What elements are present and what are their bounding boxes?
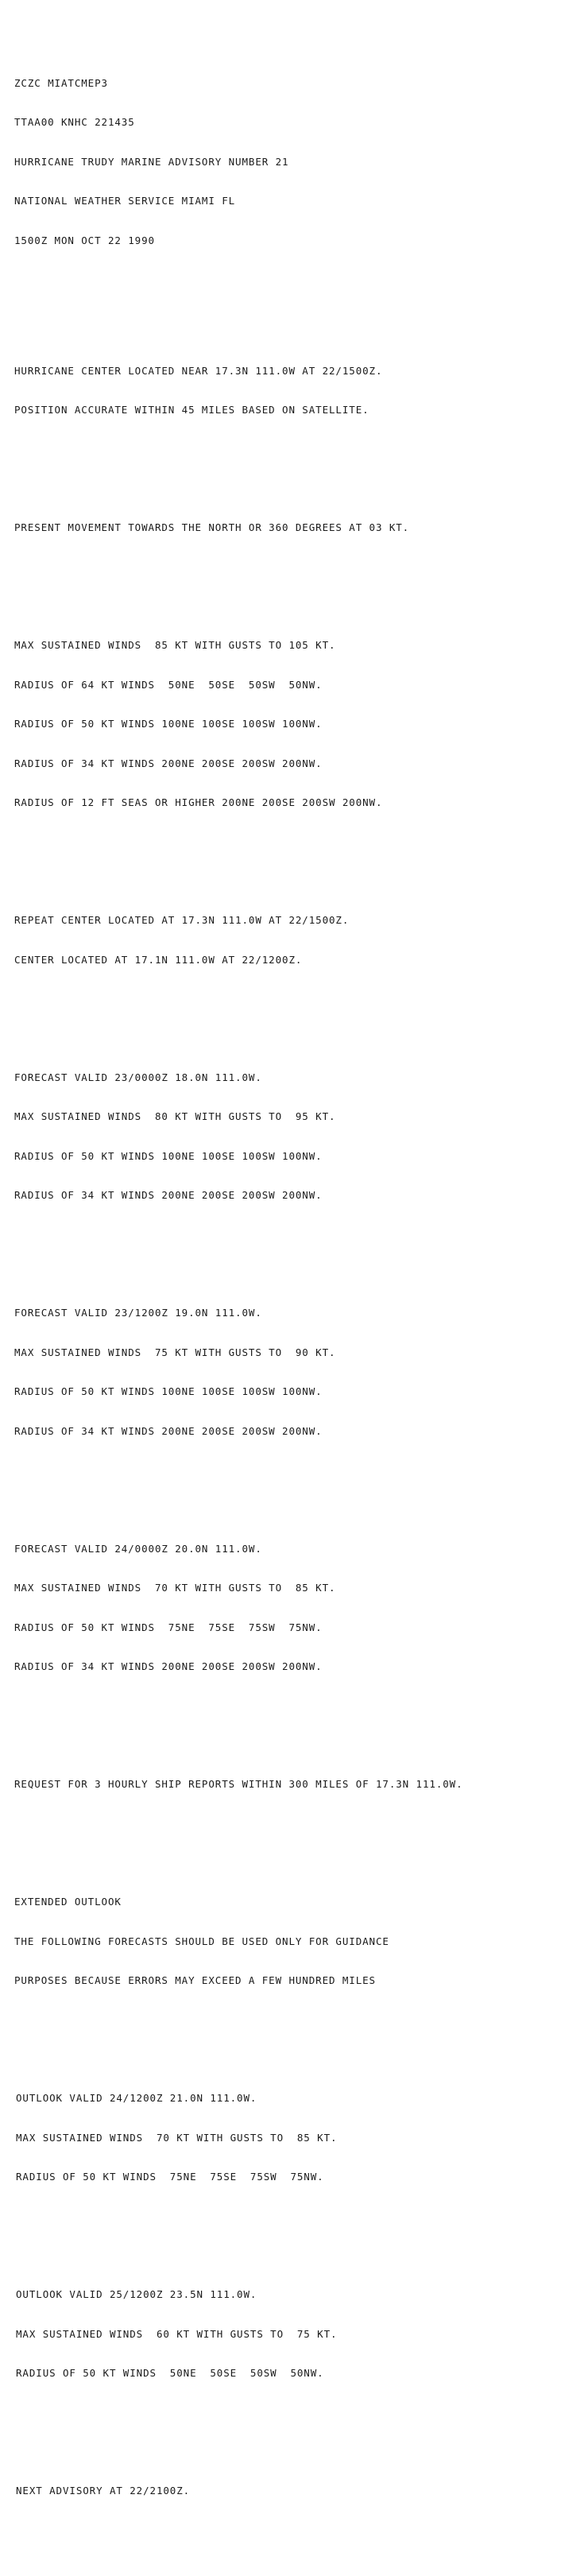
text-line: RADIUS OF 50 KT WINDS 100NE 100SE 100SW 100NW. bbox=[14, 718, 323, 730]
text-line: RADIUS OF 12 FT SEAS OR HIGHER 200NE 200SE 200SW 200NW. bbox=[14, 796, 383, 808]
text-line: RADIUS OF 50 KT WINDS 100NE 100SE 100SW 100NW. bbox=[14, 1385, 323, 1397]
extended-outlook-block bbox=[14, 1869, 578, 2014]
text-line: POSITION ACCURATE WITHIN 45 MILES BASED ON SATELLITE. bbox=[14, 404, 369, 416]
text-line: RADIUS OF 50 KT WINDS 50NE 50SE 50SW 50NW. bbox=[16, 2367, 324, 2379]
current-winds-block bbox=[14, 613, 578, 836]
text-line: THE FOLLOWING FORECASTS SHOULD BE USED ONLY FOR GUIDANCE bbox=[14, 1935, 389, 1947]
header-line-wmo-id: TTAA00 KNHC 221435 bbox=[14, 116, 135, 128]
text-line: RADIUS OF 34 KT WINDS 200NE 200SE 200SW 200NW. bbox=[14, 1424, 323, 1437]
movement-block bbox=[14, 495, 578, 561]
ship-report-request-block bbox=[14, 1752, 578, 1818]
text-line: CENTER LOCATED AT 17.1N 111.0W AT 22/1200Z. bbox=[14, 953, 303, 966]
text-line: RADIUS OF 34 KT WINDS 200NE 200SE 200SW 200NW. bbox=[14, 1189, 323, 1201]
forecast-block-1 bbox=[14, 1045, 578, 1229]
text-line: RADIUS OF 50 KT WINDS 100NE 100SE 100SW 100NW. bbox=[14, 1149, 323, 1162]
header-line-title: HURRICANE TRUDY MARINE ADVISORY NUMBER 21 bbox=[14, 155, 289, 168]
advisory-header bbox=[14, 51, 578, 274]
header-line-product-id: ZCZC MIATCMEP3 bbox=[14, 76, 108, 89]
header-line-issuer: NATIONAL WEATHER SERVICE MIAMI FL bbox=[14, 195, 236, 207]
text-line: HURRICANE CENTER LOCATED NEAR 17.3N 111.0W AT 22/1500Z. bbox=[14, 364, 383, 377]
text-line: PURPOSES BECAUSE ERRORS MAY EXCEED A FEW HUNDRED MILES bbox=[14, 1974, 376, 1986]
text-line: REQUEST FOR 3 HOURLY SHIP REPORTS WITHIN 300 MILES OF 17.3N 111.0W. bbox=[14, 1778, 463, 1790]
marine-advisory-text bbox=[14, 11, 578, 2576]
text-line: RADIUS OF 50 KT WINDS 75NE 75SE 75SW 75NW. bbox=[14, 1621, 323, 1633]
text-line: RADIUS OF 50 KT WINDS 75NE 75SE 75SW 75NW. bbox=[16, 2171, 324, 2183]
forecast-block-2 bbox=[14, 1280, 578, 1464]
text-line: FORECAST VALID 23/0000Z 18.0N 111.0W. bbox=[14, 1071, 262, 1083]
text-line: PRESENT MOVEMENT TOWARDS THE NORTH OR 360 DEGREES AT 03 KT. bbox=[14, 521, 410, 533]
text-line: REPEAT CENTER LOCATED AT 17.3N 111.0W AT 22/1500Z. bbox=[14, 914, 350, 926]
text-line: EXTENDED OUTLOOK bbox=[14, 1896, 122, 1908]
text-line: RADIUS OF 34 KT WINDS 200NE 200SE 200SW 200NW. bbox=[14, 1660, 323, 1672]
text-line: RADIUS OF 64 KT WINDS 50NE 50SE 50SW 50NW. bbox=[14, 678, 323, 691]
outlook-block-2 bbox=[16, 2262, 578, 2407]
text-line: OUTLOOK VALID 24/1200Z 21.0N 111.0W. bbox=[16, 2092, 257, 2104]
text-line: MAX SUSTAINED WINDS 70 KT WITH GUSTS TO 85 KT. bbox=[14, 1582, 336, 1594]
text-line: MAX SUSTAINED WINDS 60 KT WITH GUSTS TO 75 KT. bbox=[16, 2327, 338, 2340]
text-line: NEXT ADVISORY AT 22/2100Z. bbox=[16, 2485, 191, 2497]
outlook-block-1 bbox=[16, 2066, 578, 2210]
text-line: MAX SUSTAINED WINDS 75 KT WITH GUSTS TO 90 KT. bbox=[14, 1346, 336, 1358]
center-position-block bbox=[14, 339, 578, 444]
text-line: FORECAST VALID 24/0000Z 20.0N 111.0W. bbox=[14, 1542, 262, 1555]
text-line: MAX SUSTAINED WINDS 85 KT WITH GUSTS TO 105 KT. bbox=[14, 639, 336, 651]
text-line: MAX SUSTAINED WINDS 80 KT WITH GUSTS TO 95 KT. bbox=[14, 1110, 336, 1122]
repeat-center-block bbox=[14, 888, 578, 993]
text-line: OUTLOOK VALID 25/1200Z 23.5N 111.0W. bbox=[16, 2288, 257, 2300]
next-advisory-block bbox=[16, 2458, 578, 2524]
text-line: FORECAST VALID 23/1200Z 19.0N 111.0W. bbox=[14, 1307, 262, 1319]
text-line: RADIUS OF 34 KT WINDS 200NE 200SE 200SW 200NW. bbox=[14, 757, 323, 769]
header-line-issue-time: 1500Z MON OCT 22 1990 bbox=[14, 234, 155, 246]
forecast-block-3 bbox=[14, 1517, 578, 1700]
text-line: MAX SUSTAINED WINDS 70 KT WITH GUSTS TO 85 KT. bbox=[16, 2131, 338, 2144]
